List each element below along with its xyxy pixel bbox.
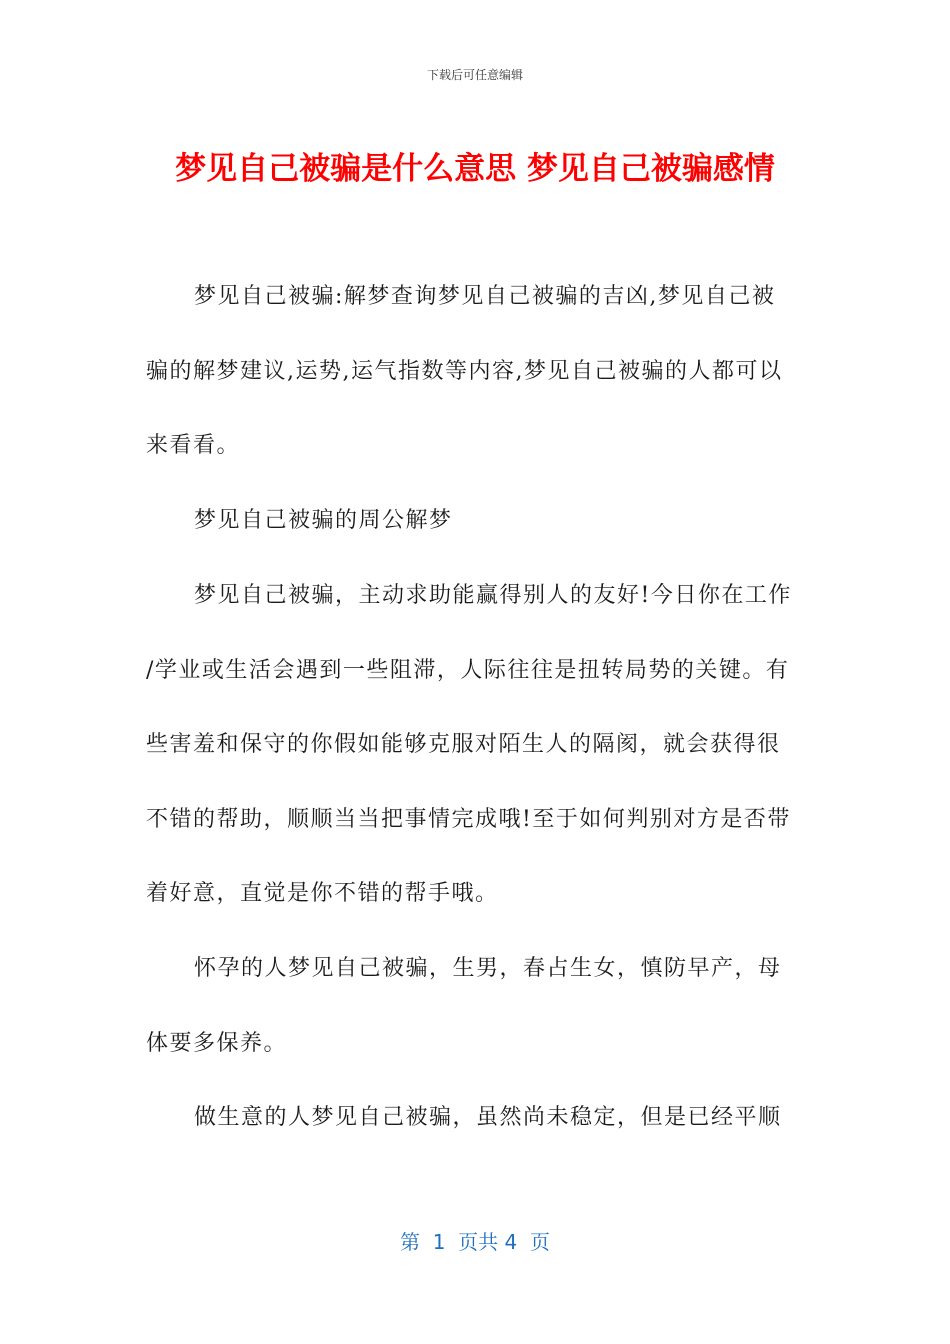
document-title: 梦见自己被骗是什么意思 梦见自己被骗感情 [175, 151, 775, 187]
paragraph-line: 骗的解梦建议,运势,运气指数等内容,梦见自己被骗的人都可以 [146, 359, 783, 384]
paragraph-line: 些害羞和保守的你假如能够克服对陌生人的隔阂，就会获得很 [146, 732, 781, 757]
paragraph-line: /学业或生活会遇到一些阻滞，人际往往是扭转局势的关键。有 [146, 658, 790, 683]
paragraph-line: 不错的帮助，顺顺当当把事情完成哦!至于如何判别对方是否带 [146, 807, 791, 832]
page-number-footer: 第 1 页共 4 页 [400, 1230, 550, 1254]
paragraph-line: 来看看。 [146, 433, 241, 458]
paragraph-line: 梦见自己被骗:解梦查询梦见自己被骗的吉凶,梦见自己被 [194, 284, 776, 309]
paragraph-line: 着好意，直觉是你不错的帮手哦。 [146, 881, 499, 906]
header-note: 下载后可任意编辑 [426, 68, 523, 82]
paragraph-line: 做生意的人梦见自己被骗，虽然尚未稳定，但是已经平顺 [194, 1105, 782, 1130]
section-heading: 梦见自己被骗的周公解梦 [194, 508, 453, 533]
paragraph-line: 体要多保养。 [146, 1031, 288, 1056]
paragraph-line: 怀孕的人梦见自己被骗，生男，春占生女，慎防早产，母 [194, 956, 782, 981]
paragraph-line: 梦见自己被骗，主动求助能赢得别人的友好!今日你在工作 [194, 583, 792, 608]
